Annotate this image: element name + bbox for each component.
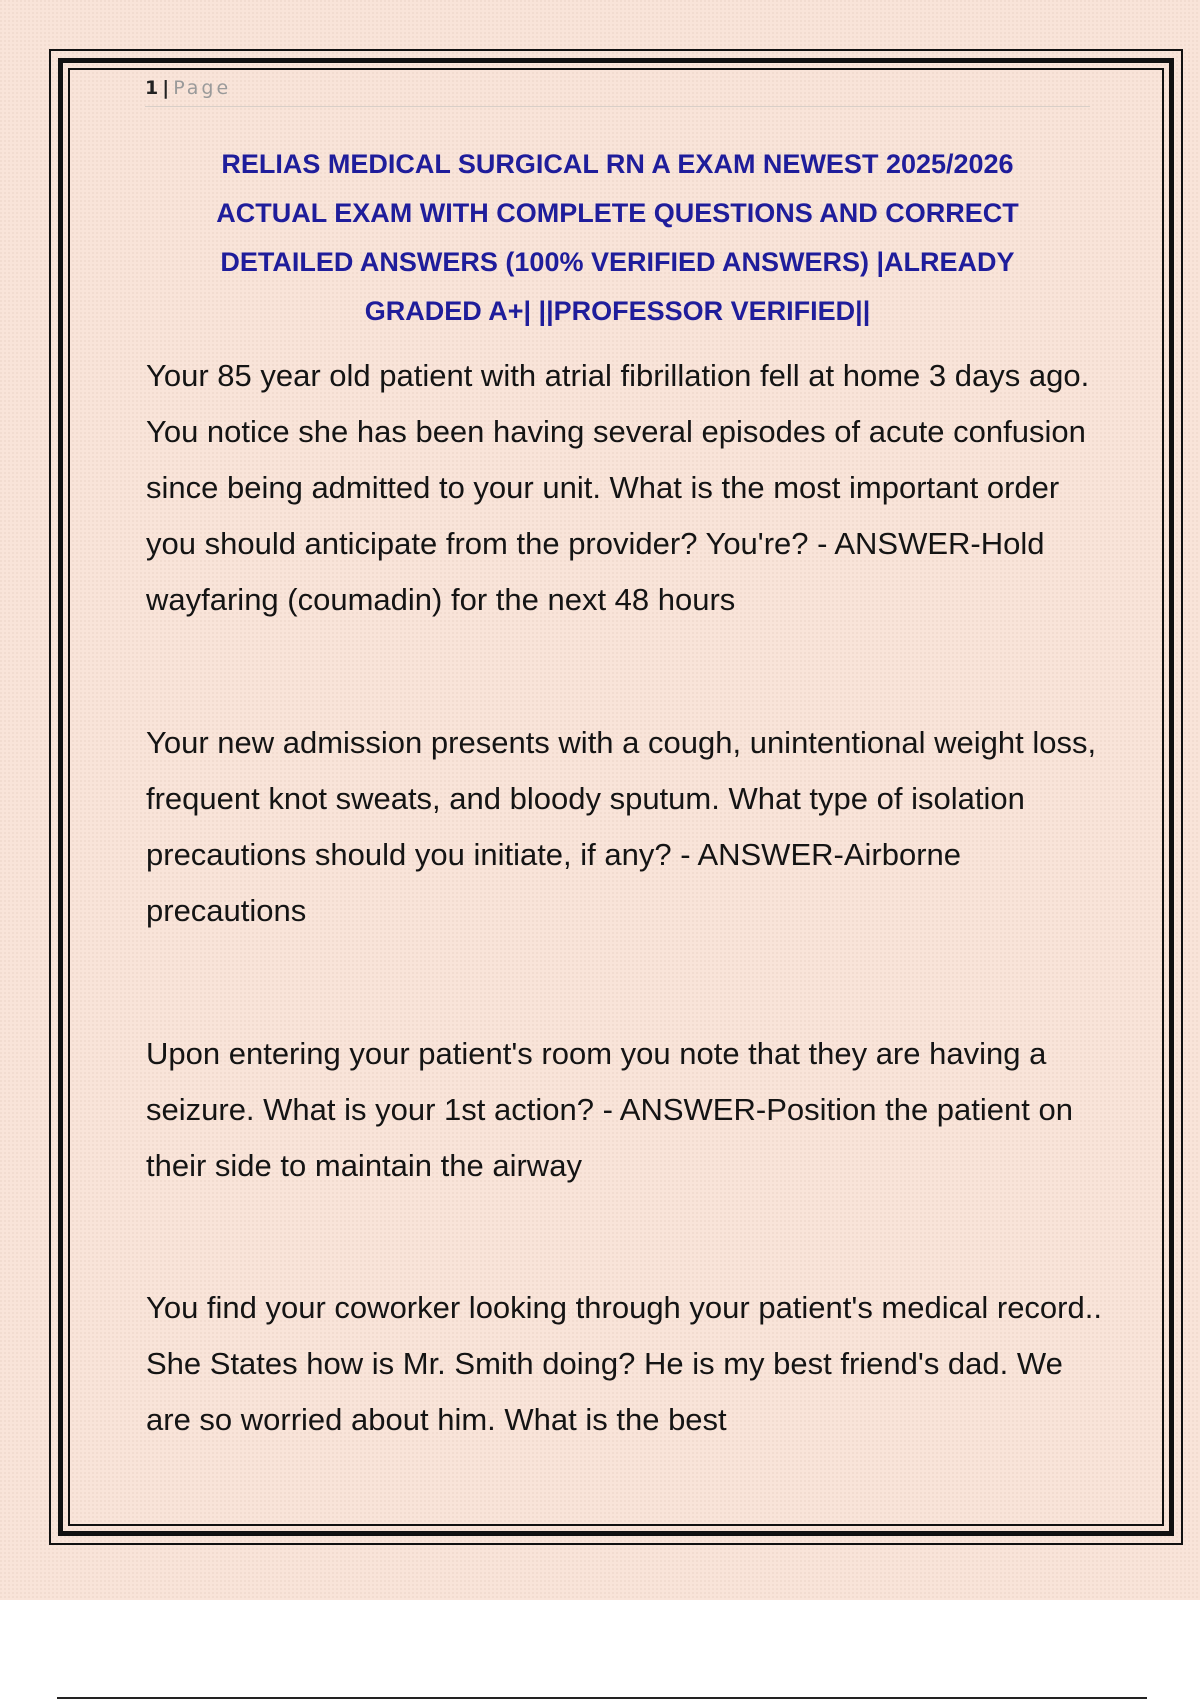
page-divider-line (57, 1697, 1147, 1699)
page-label: Page (173, 77, 232, 99)
question-answer-item: Upon entering your patient's room you note that they are having a seizure. What is your 1st action? - ANSWER-Position the patient on their side to maintain the airway (146, 1036, 1073, 1183)
page-number: 1 (145, 77, 159, 99)
question-answer-item: Your new admission presents with a cough, unintentional weight loss, frequent knot sweats, and bloody sputum. What type of isolation precautions should you initiate, if any? - ANSWER-Airborne precautions (146, 725, 1097, 928)
page-header-separator: | (162, 77, 170, 99)
document-title: RELIAS MEDICAL SURGICAL RN A EXAM NEWEST 2025/2026 ACTUAL EXAM WITH COMPLETE QUESTIONS AND CORRECT DETAILED ANSWERS (100% VERIFIED ANSWERS) |ALREADY GRADED A+| ||PROFESSOR VERIFIED|| (216, 149, 1019, 326)
page-header (145, 74, 1090, 107)
question-answer-item: You find your coworker looking through your patient's medical record.. She States how is Mr. Smith doing? He is my best friend's dad. We are so worried about him. What is the best (146, 1290, 1102, 1437)
question-answer-item: Your 85 year old patient with atrial fibrillation fell at home 3 days ago. You notice she has been having several episodes of acute confusion since being admitted to your unit. What is the most important order you should anticipate from the provider? You're? - ANSWER-Hold wayfaring (coumadin) for the next 48 hours (146, 358, 1090, 617)
